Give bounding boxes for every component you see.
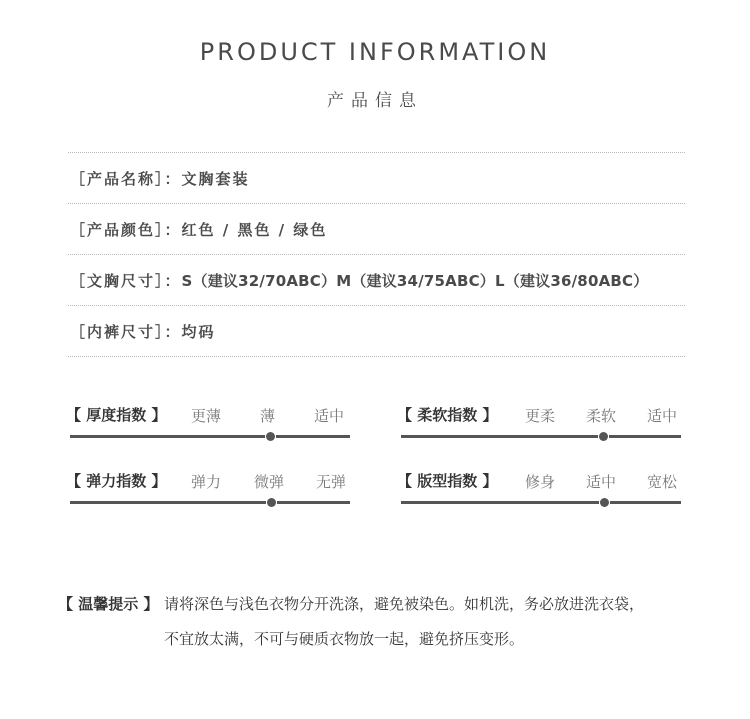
- index-title: 【 厚度指数 】: [66, 406, 167, 424]
- index-track: [70, 501, 350, 504]
- index-level: 薄: [260, 407, 276, 425]
- index-track: [70, 435, 350, 438]
- info-row-panty-size: [68, 306, 685, 356]
- info-row-product-color: [68, 204, 685, 254]
- index-marker: [599, 432, 608, 441]
- index-level: 柔软: [586, 407, 617, 425]
- index-track: [401, 435, 681, 438]
- index-level: 弹力: [191, 473, 222, 491]
- index-marker: [266, 432, 275, 441]
- info-value: 均码: [181, 322, 216, 341]
- info-label: ［产品名称］：: [70, 169, 182, 188]
- care-tip-label: 【 温馨提示 】: [58, 595, 159, 613]
- info-value: S（建议32/70ABC）M（建议34/75ABC）L（建议36/80ABC）: [181, 271, 649, 290]
- info-label: ［内裤尺寸］：: [70, 322, 182, 341]
- info-row-product-name: [68, 153, 685, 203]
- info-value: 红色 / 黑色 / 绿色: [181, 220, 328, 239]
- product-info-list: [68, 152, 685, 357]
- page-title: PRODUCT INFORMATION: [199, 38, 551, 66]
- index-level: 微弹: [254, 473, 285, 491]
- care-tip-line-2: 不宜放太满，不可与硬质衣物放一起，避免挤压变形。: [164, 630, 525, 648]
- index-level: 无弹: [316, 473, 347, 491]
- divider: [68, 356, 685, 357]
- index-level: 更柔: [525, 407, 556, 425]
- index-level: 适中: [647, 407, 678, 425]
- index-title: 【 版型指数 】: [397, 472, 498, 490]
- index-title: 【 柔软指数 】: [397, 406, 498, 424]
- info-value: 文胸套装: [181, 169, 250, 188]
- index-title: 【 弹力指数 】: [66, 472, 167, 490]
- index-level: 宽松: [647, 473, 678, 491]
- track-segment: [401, 501, 599, 504]
- thickness-index: [66, 404, 350, 454]
- index-level: 适中: [314, 407, 345, 425]
- elasticity-index: [66, 470, 350, 520]
- track-segment: [70, 501, 266, 504]
- page-subtitle: 产品信息: [327, 91, 423, 111]
- track-segment: [609, 435, 681, 438]
- softness-index: [397, 404, 681, 454]
- care-tip-line-1: 请将深色与浅色衣物分开洗涤，避免被染色。如机洗，务必放进洗衣袋，: [164, 595, 645, 613]
- index-level: 更薄: [191, 407, 222, 425]
- fit-index: [397, 470, 681, 520]
- track-segment: [401, 435, 598, 438]
- info-row-bra-size: [68, 255, 685, 305]
- track-segment: [70, 435, 265, 438]
- index-marker: [267, 498, 276, 507]
- index-marker: [600, 498, 609, 507]
- index-track: [401, 501, 681, 504]
- index-level: 适中: [586, 473, 617, 491]
- index-level: 修身: [525, 473, 556, 491]
- info-label: ［文胸尺寸］：: [70, 271, 182, 290]
- track-segment: [277, 501, 350, 504]
- track-segment: [276, 435, 350, 438]
- info-label: ［产品颜色］：: [70, 220, 182, 239]
- track-segment: [610, 501, 681, 504]
